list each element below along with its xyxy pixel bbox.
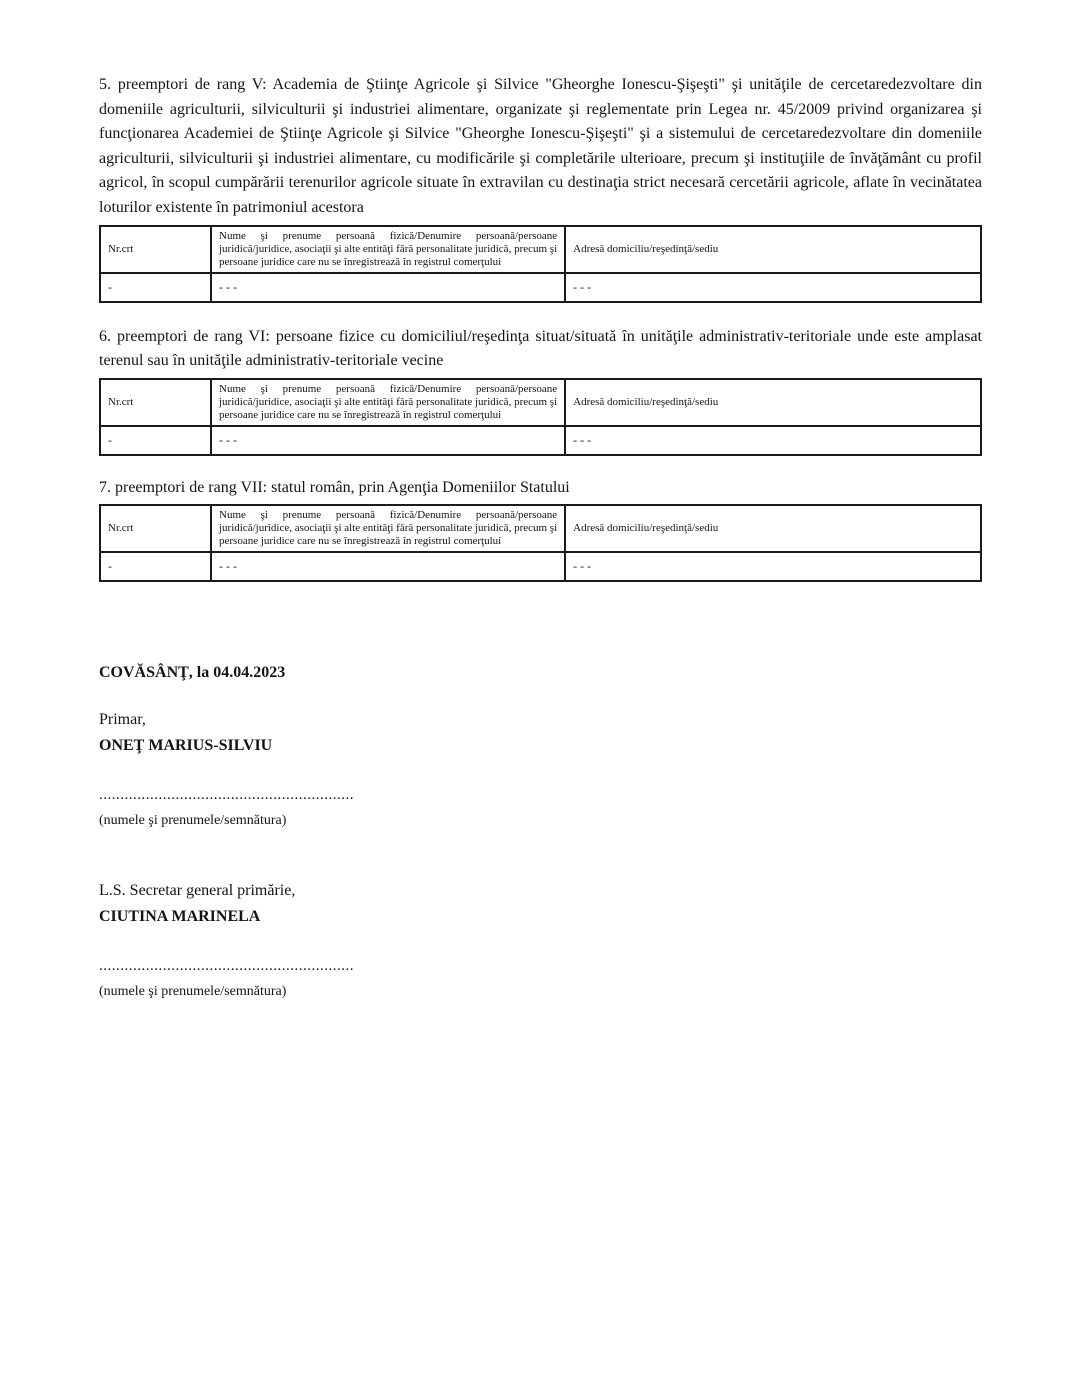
table-row	[100, 426, 981, 455]
section-rank-7-heading: 7. preemptori de rang VII: statul român, prin Agenţia Domeniilor Statului	[99, 478, 570, 496]
header-nr-crt: Nr.crt	[100, 505, 211, 552]
section-rank-5	[99, 73, 982, 303]
cell-address: - - -	[565, 552, 981, 581]
secretary-name: CIUTINA MARINELA	[99, 908, 261, 926]
signature-area	[99, 660, 982, 1004]
table-header-row	[100, 505, 981, 552]
secretary-role-label: L.S. Secretar general primărie,	[99, 882, 296, 900]
cell-name: - - -	[211, 552, 565, 581]
cell-nr-crt: -	[100, 426, 211, 455]
header-nr-crt: Nr.crt	[100, 226, 211, 273]
section-rank-7	[99, 476, 982, 583]
header-name: Nume şi prenume persoană fizică/Denumire persoană/persoane juridică/juridice, asociaţii şi alte entităţi fără personalitate juridică, precum şi persoane juridice care nu se înregistrează în registrul comerţului	[211, 226, 565, 273]
table-header-row	[100, 379, 981, 426]
section-rank-6	[99, 325, 982, 456]
table-row	[100, 273, 981, 302]
mayor-role-label: Primar,	[99, 711, 146, 729]
mayor-name: ONEŢ MARIUS-SILVIU	[99, 737, 273, 755]
mayor-signature-caption: (numele şi prenumele/semnătura)	[99, 813, 287, 829]
preemptors-table-rank-7	[99, 504, 982, 582]
cell-address: - - -	[565, 273, 981, 302]
cell-name: - - -	[211, 273, 565, 302]
secretary-signature-line: ............................................................	[99, 958, 354, 975]
mayor-signature-line: ............................................................	[99, 787, 354, 804]
cell-nr-crt: -	[100, 552, 211, 581]
section-rank-6-heading: 6. preemptori de rang VI: persoane fizice cu domiciliul/reşedinţa situat/situată în unităţile administrativ-teritoriale unde este amplasat terenul sau în unităţile administrativ-teritoriale vecine	[99, 327, 982, 370]
header-name: Nume şi prenume persoană fizică/Denumire persoană/persoane juridică/juridice, asociaţii şi alte entităţi fără personalitate juridică, precum şi persoane juridice care nu se înregistrează în registrul comerţului	[211, 505, 565, 552]
secretary-signature-caption: (numele şi prenumele/semnătura)	[99, 984, 287, 1000]
place-and-date: COVĂSÂNŢ, la 04.04.2023	[99, 664, 286, 682]
cell-address: - - -	[565, 426, 981, 455]
section-rank-5-heading: 5. preemptori de rang V: Academia de Ştiinţe Agricole şi Silvice "Gheorghe Ionescu-Şişeşti" şi unităţile de cercetaredezvoltare din domeniile agriculturii, silviculturii şi industriei alimentare, organizate şi reglementate prin Legea nr. 45/2009 privind organizarea şi funcţionarea Academiei de Ştiinţe Agricole şi Silvice "Gheorghe Ionescu-Şişeşti" şi a sistemului de cercetaredezvoltare din domeniile agriculturii, silviculturii şi industriei alimentare, cu modificările şi completările ulterioare, precum şi instituţiile de învăţământ cu profil agricol, în scopul cumpărării terenurilor agricole situate în extravilan cu destinaţia strict necesară cercetării agricole, aflate în vecinătatea loturilor existente în patrimoniul acestora	[99, 76, 982, 216]
cell-nr-crt: -	[100, 273, 211, 302]
cell-name: - - -	[211, 426, 565, 455]
table-row	[100, 552, 981, 581]
header-address: Adresă domiciliu/reşedinţă/sediu	[565, 505, 981, 552]
header-nr-crt: Nr.crt	[100, 379, 211, 426]
header-name: Nume şi prenume persoană fizică/Denumire persoană/persoane juridică/juridice, asociaţii şi alte entităţi fără personalitate juridică, precum şi persoane juridice care nu se înregistrează în registrul comerţului	[211, 379, 565, 426]
header-address: Adresă domiciliu/reşedinţă/sediu	[565, 379, 981, 426]
header-address: Adresă domiciliu/reşedinţă/sediu	[565, 226, 981, 273]
table-header-row	[100, 226, 981, 273]
document-content	[99, 73, 982, 1004]
preemptors-table-rank-5	[99, 225, 982, 303]
preemptors-table-rank-6	[99, 378, 982, 456]
